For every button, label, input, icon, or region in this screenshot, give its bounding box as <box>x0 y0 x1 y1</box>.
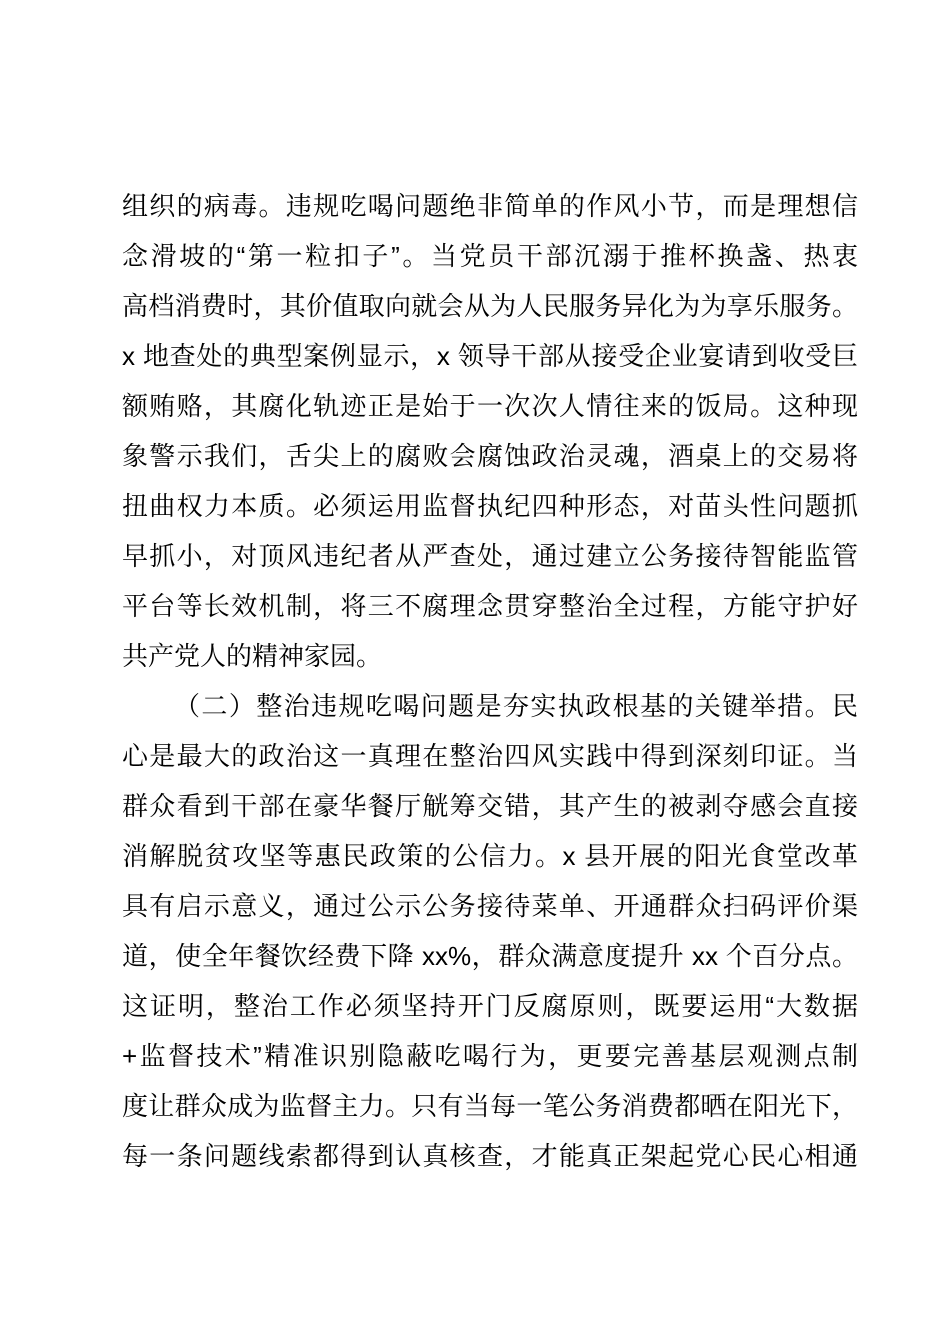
text-line: 念滑坡的“第一粒扣子”。当党员干部沉溺于推杯换盏、热衷 <box>122 241 858 271</box>
text-line: +监督技术”精准识别隐蔽吃喝行为，更要完善基层观测点制 <box>122 1041 858 1071</box>
text-line: 每一条问题线索都得到认真核查，才能真正架起党心民心相通 <box>122 1141 858 1171</box>
text-line: 道，使全年餐饮经费下降 xx%，群众满意度提升 xx 个百分点。 <box>122 941 858 971</box>
text-line: 群众看到干部在豪华餐厅觥筹交错，其产生的被剥夺感会直接 <box>122 791 858 821</box>
text-line: 度让群众成为监督主力。只有当每一笔公务消费都晒在阳光下， <box>122 1091 858 1121</box>
document-body <box>122 181 858 1181</box>
text-line: （二）整治违规吃喝问题是夯实执政根基的关键举措。民 <box>174 691 858 721</box>
text-line: 消解脱贫攻坚等惠民政策的公信力。x 县开展的阳光食堂改革 <box>122 841 858 871</box>
text-line: 高档消费时，其价值取向就会从为人民服务异化为为享乐服务。 <box>122 291 858 321</box>
text-line: 具有启示意义，通过公示公务接待菜单、开通群众扫码评价渠 <box>122 891 858 921</box>
text-line: 心是最大的政治这一真理在整治四风实践中得到深刻印证。当 <box>122 741 858 771</box>
text-line: 组织的病毒。违规吃喝问题绝非简单的作风小节，而是理想信 <box>122 191 858 221</box>
text-line: 平台等长效机制，将三不腐理念贯穿整治全过程，方能守护好 <box>122 591 858 621</box>
text-line: 共产党人的精神家园。 <box>122 641 383 671</box>
text-line: 早抓小，对顶风违纪者从严查处，通过建立公务接待智能监管 <box>122 541 858 571</box>
text-line: 象警示我们，舌尖上的腐败会腐蚀政治灵魂，酒桌上的交易将 <box>122 441 858 471</box>
text-line: x 地查处的典型案例显示，x 领导干部从接受企业宴请到收受巨 <box>122 341 858 371</box>
text-line: 额贿赂，其腐化轨迹正是始于一次次人情往来的饭局。这种现 <box>122 391 858 421</box>
paragraph-continued <box>122 181 858 681</box>
text-line: 扭曲权力本质。必须运用监督执纪四种形态，对苗头性问题抓 <box>122 491 858 521</box>
paragraph-section-2 <box>122 681 858 1181</box>
text-line: 这证明，整治工作必须坚持开门反腐原则，既要运用“大数据 <box>122 991 858 1021</box>
